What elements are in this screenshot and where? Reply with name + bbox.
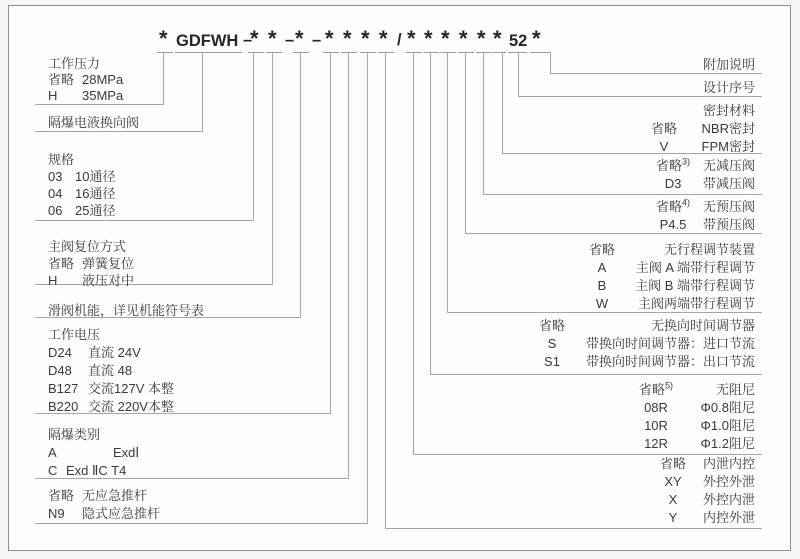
code-cell: D24	[48, 345, 72, 360]
spec-row	[637, 399, 755, 417]
block-header: 主阀复位方式	[48, 239, 127, 254]
desc-cell: 交流127V 本整	[88, 381, 174, 396]
desc-cell: 交流 220V本整	[88, 399, 174, 414]
code-cell: P4.5	[659, 217, 687, 232]
desc-cell: Φ1.2阻尼	[700, 436, 755, 451]
block-header: 隔爆类别	[48, 427, 101, 442]
spec-row	[48, 380, 174, 398]
model-code-part: *	[493, 26, 502, 51]
spec-row	[654, 455, 755, 473]
block-additional-note	[703, 56, 755, 74]
block-reset-mode	[48, 238, 134, 289]
code-cell: 省略	[659, 456, 686, 471]
desc-cell: 直流 48	[88, 363, 133, 378]
block-reducing-valve	[654, 157, 755, 193]
code-cell: D3	[664, 176, 682, 191]
model-code-part: *	[250, 26, 259, 51]
desc-cell: 带换向时间调节器：进口节流	[585, 336, 755, 351]
model-code-part: *	[343, 26, 352, 51]
spec-row	[48, 487, 160, 505]
desc-cell: 内泄内控	[702, 456, 755, 471]
model-code-part: *	[459, 26, 468, 51]
spec-row	[583, 241, 755, 259]
code-cell: S1	[544, 354, 560, 369]
spec-row	[645, 120, 755, 138]
code-cell: 省略	[588, 242, 615, 257]
model-code-part: *	[477, 26, 486, 51]
block-explosion-class	[48, 426, 139, 480]
model-code-part: *	[268, 26, 277, 51]
spec-row	[48, 88, 123, 104]
spec-row	[533, 335, 755, 353]
desc-cell: Φ0.8阻尼	[700, 400, 755, 415]
desc-cell: FPM密封	[701, 139, 755, 154]
desc-cell: 带减压阀	[702, 176, 755, 191]
block-valve-name	[48, 114, 139, 132]
desc-cell: 无减压阀	[702, 158, 755, 173]
code-cell: W	[595, 296, 609, 311]
model-code-part: *	[441, 26, 450, 51]
code-cell: 省略$^{3)}$	[655, 156, 691, 173]
model-code-part: *	[325, 26, 334, 51]
desc-cell: 主阀 B 端带行程调节	[635, 278, 755, 293]
spec-row	[48, 255, 134, 272]
desc-cell: 无阻尼	[715, 382, 755, 397]
desc-cell: NBR密封	[701, 121, 755, 136]
block-pilot-drain	[654, 455, 755, 527]
block-orifice	[637, 381, 755, 453]
spec-row	[583, 277, 755, 295]
desc-cell: 带预压阀	[702, 217, 755, 232]
code-cell: 省略	[48, 72, 75, 87]
spec-row	[48, 462, 139, 480]
desc-cell: 无应急推杆	[82, 488, 148, 503]
block-preload-valve	[654, 198, 755, 234]
desc-cell: 无换向时间调节器	[650, 318, 755, 333]
code-cell: X	[668, 492, 678, 507]
spec-row	[654, 198, 755, 216]
spec-row	[48, 185, 115, 202]
code-cell: D48	[48, 363, 72, 378]
desc-cell: 主阀两端带行程调节	[637, 296, 755, 311]
block-voltage	[48, 326, 174, 416]
desc-cell: 带换向时间调节器：出口节流	[585, 354, 755, 369]
spec-row	[48, 362, 174, 380]
code-cell: S	[547, 336, 557, 351]
desc-cell: 10通径	[75, 169, 116, 184]
spec-row	[583, 295, 755, 313]
desc-cell: 液压对中	[82, 273, 135, 288]
desc-cell: Φ1.0阻尼	[700, 418, 755, 433]
desc-cell: 25通径	[75, 203, 116, 218]
model-code-part: –	[243, 31, 253, 49]
code-cell: N9	[48, 506, 65, 521]
spec-row	[48, 444, 139, 462]
block-time-adjuster	[533, 317, 755, 371]
spec-row	[533, 317, 755, 335]
code-cell: Y	[668, 510, 678, 525]
desc-cell: 主阀 A 端带行程调节	[635, 260, 755, 275]
code-cell: 省略	[538, 318, 565, 333]
spec-row	[645, 138, 755, 156]
code-cell: 省略	[48, 488, 75, 503]
spec-row	[48, 398, 174, 416]
spec-row	[654, 175, 755, 193]
code-cell: 04	[48, 186, 63, 201]
model-code-part: *	[159, 26, 168, 51]
code-cell: 08R	[644, 400, 668, 415]
code-cell: 10R	[644, 418, 668, 433]
model-code-part: *	[361, 26, 370, 51]
block-stroke-adjuster	[583, 241, 755, 313]
model-code-part: –	[312, 31, 322, 49]
model-code-part: *	[295, 26, 304, 51]
block-spool-function	[48, 302, 204, 320]
block-working-pressure	[48, 56, 123, 104]
block-emergency-pin	[48, 487, 160, 523]
design-serial-label: 设计序号	[702, 80, 755, 95]
desc-cell: 无预压阀	[702, 199, 755, 214]
desc-cell: Exd ⅡC T4	[66, 463, 127, 478]
spec-row	[48, 505, 160, 523]
spec-row	[533, 353, 755, 371]
block-header: 工作电压	[48, 327, 101, 342]
model-code-part: *	[424, 26, 433, 51]
model-code-part: *	[407, 26, 416, 51]
spool-function-label: 滑阀机能，详见机能符号表	[48, 303, 205, 318]
code-cell: B	[597, 278, 607, 293]
spec-row	[48, 72, 123, 88]
block-header: 工作压力	[48, 56, 101, 71]
spec-row	[583, 259, 755, 277]
code-cell: XY	[664, 474, 682, 489]
spec-row	[654, 216, 755, 234]
spec-row	[48, 272, 134, 289]
desc-cell: 35MPa	[82, 88, 124, 103]
valve-name-label: 隔爆电液换向阀	[48, 115, 140, 130]
spec-row	[654, 509, 755, 527]
model-code-part: –	[285, 31, 295, 49]
code-cell: 06	[48, 203, 63, 218]
desc-cell: ExdⅠ	[113, 445, 140, 460]
code-cell: A	[48, 445, 57, 460]
code-cell: B127	[48, 381, 79, 396]
code-cell: 省略	[48, 256, 75, 271]
model-code-part: *	[379, 26, 388, 51]
model-code-part: /	[397, 31, 402, 49]
desc-cell: 隐式应急推杆	[82, 506, 161, 521]
spec-row	[654, 473, 755, 491]
code-cell: B220	[48, 399, 79, 414]
desc-cell: 外控内泄	[702, 492, 755, 507]
spec-row	[637, 435, 755, 453]
block-design-serial	[703, 79, 755, 97]
block-size	[48, 151, 115, 219]
block-header: 规格	[48, 152, 75, 167]
code-cell: 省略$^{4)}$	[655, 197, 691, 214]
additional-note-label: 附加说明	[702, 57, 755, 72]
code-cell: A	[597, 260, 607, 275]
code-cell: 03	[48, 169, 63, 184]
spec-row	[654, 157, 755, 175]
code-cell: 省略$^{5)}$	[638, 380, 674, 397]
desc-cell: 内控外泄	[702, 510, 755, 525]
block-header: 密封材料	[702, 103, 755, 118]
desc-cell: 外控外泄	[702, 474, 755, 489]
block-seal-material	[645, 102, 755, 156]
spec-row	[637, 417, 755, 435]
desc-cell: 无行程调节装置	[663, 242, 755, 257]
spec-row	[654, 491, 755, 509]
spec-row	[637, 381, 755, 399]
spec-row	[48, 344, 174, 362]
desc-cell: 直流 24V	[88, 345, 141, 360]
model-code-part: 52	[509, 32, 528, 50]
code-cell: C	[48, 463, 58, 478]
model-code-part: *	[532, 26, 541, 51]
code-cell: H	[48, 273, 58, 288]
spec-row	[48, 168, 115, 185]
code-cell: 省略	[650, 121, 677, 136]
code-cell: H	[48, 88, 58, 103]
desc-cell: 16通径	[75, 186, 116, 201]
desc-cell: 28MPa	[82, 72, 124, 87]
model-code-part: GDFWH	[176, 32, 239, 50]
code-cell: 12R	[644, 436, 668, 451]
code-cell: V	[659, 139, 669, 154]
desc-cell: 弹簧复位	[82, 256, 135, 271]
spec-row	[48, 202, 115, 219]
